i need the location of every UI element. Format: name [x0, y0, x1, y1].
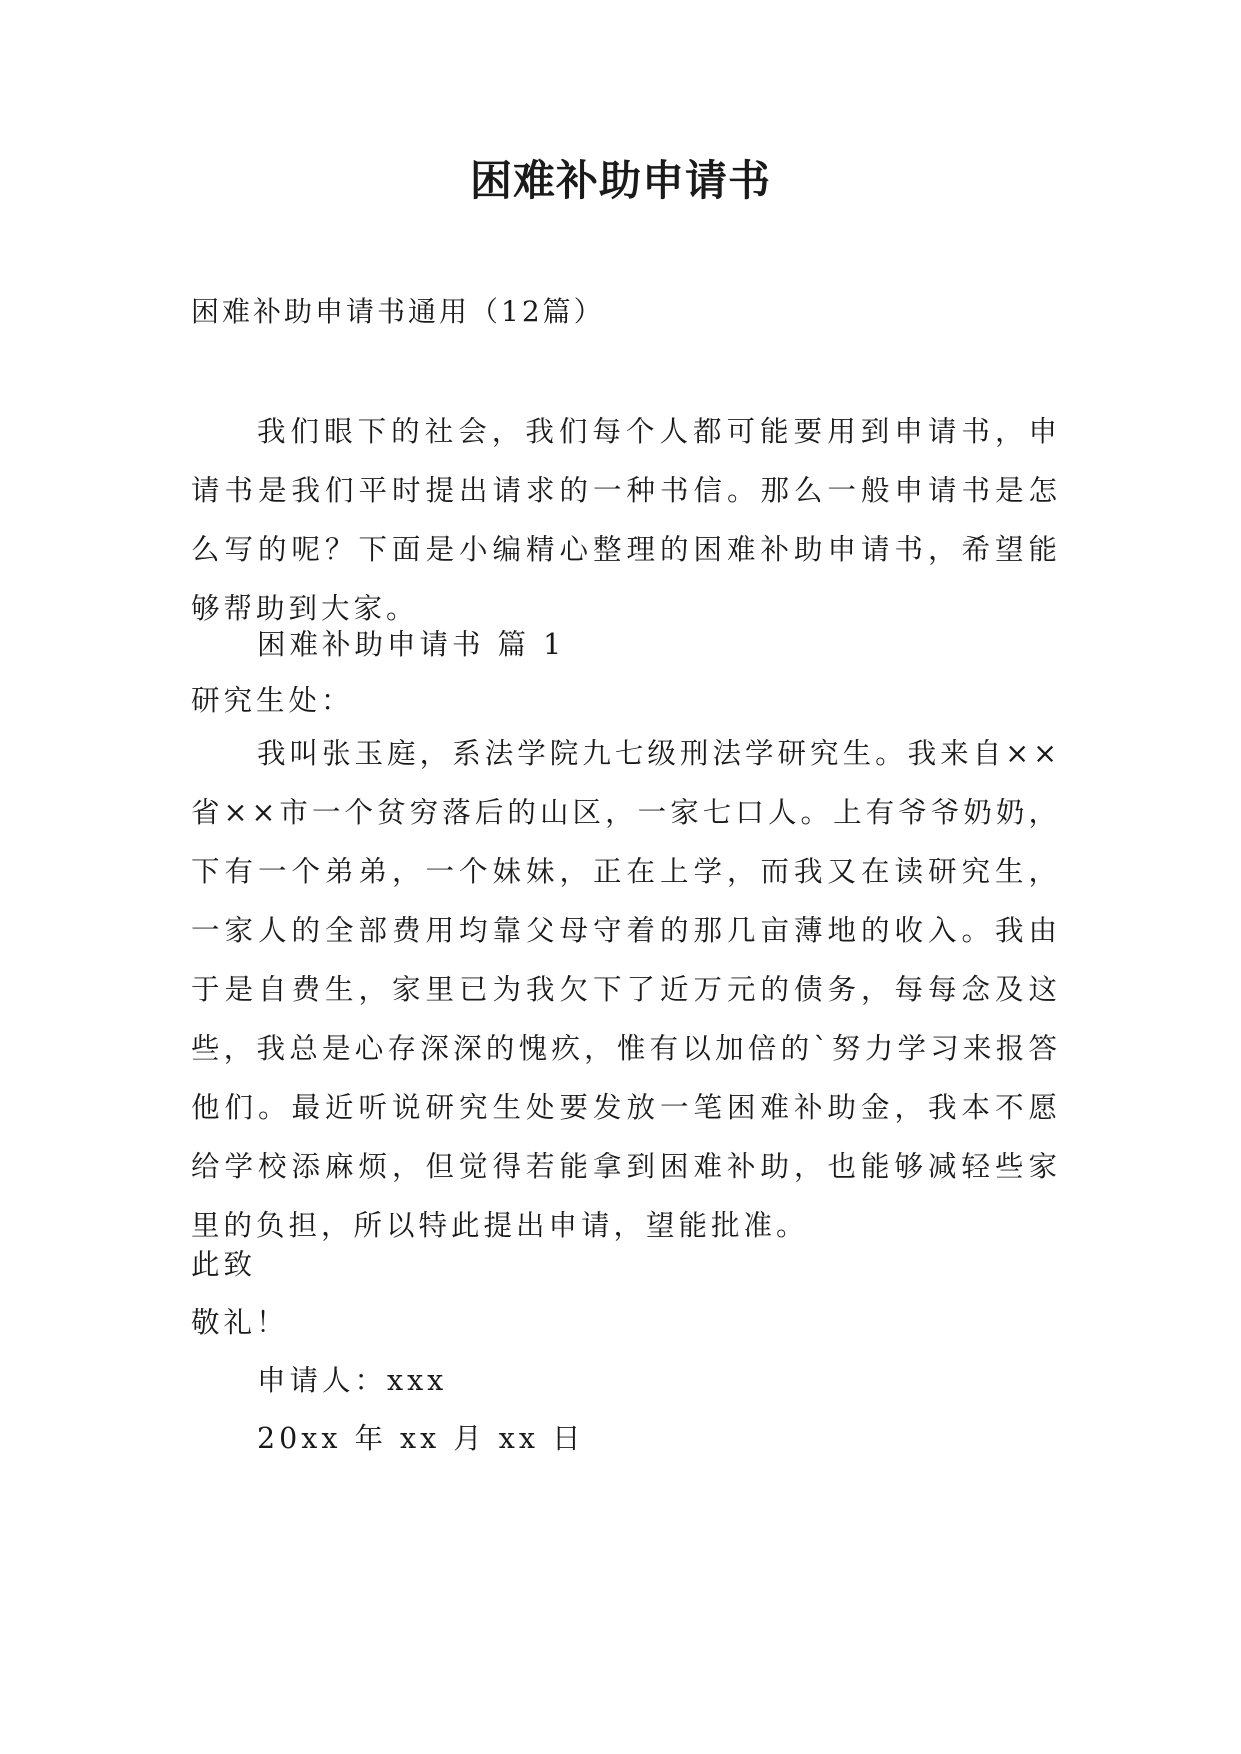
body-paragraph: 我叫张玉庭，系法学院九七级刑法学研究生。我来自××省××市一个贫穷落后的山区，一家七口人。上有爷爷奶奶，下有一个弟弟，一个妹妹，正在上学，而我又在读研究生，一家人的全部费用均靠父母守着的那几亩薄地的收入。我由于是自费生，家里已为我欠下了近万元的债务，每每念及这些，我总是心存深深的愧疚，惟有以加倍的`努力学习来报答他们。最近听说研究生处要发放一笔困难补助金，我本不愿给学校添麻烦，但觉得若能拿到困难补助，也能够减轻些家里的负担，所以特此提出申请，望能批准。: [191, 737, 1061, 1242]
closing-line-2: 敬礼！: [191, 1306, 289, 1339]
applicant-line: 申请人：xxx: [257, 1364, 448, 1397]
date-line: 20xx 年 xx 月 xx 日: [257, 1422, 585, 1455]
document-title: 困难补助申请书: [469, 156, 771, 205]
intro-paragraph: 我们眼下的社会，我们每个人都可能要用到申请书，申请书是我们平时提出请求的一种书信。那么一般申请书是怎么写的呢？下面是小编精心整理的困难补助申请书，希望能够帮助到大家。: [191, 415, 1061, 625]
document-subtitle: 困难补助申请书通用（12篇）: [191, 295, 605, 328]
salutation: 研究生处：: [191, 684, 354, 717]
section-heading: 困难补助申请书 篇 1: [257, 628, 566, 661]
closing-line-1: 此致: [191, 1248, 257, 1281]
